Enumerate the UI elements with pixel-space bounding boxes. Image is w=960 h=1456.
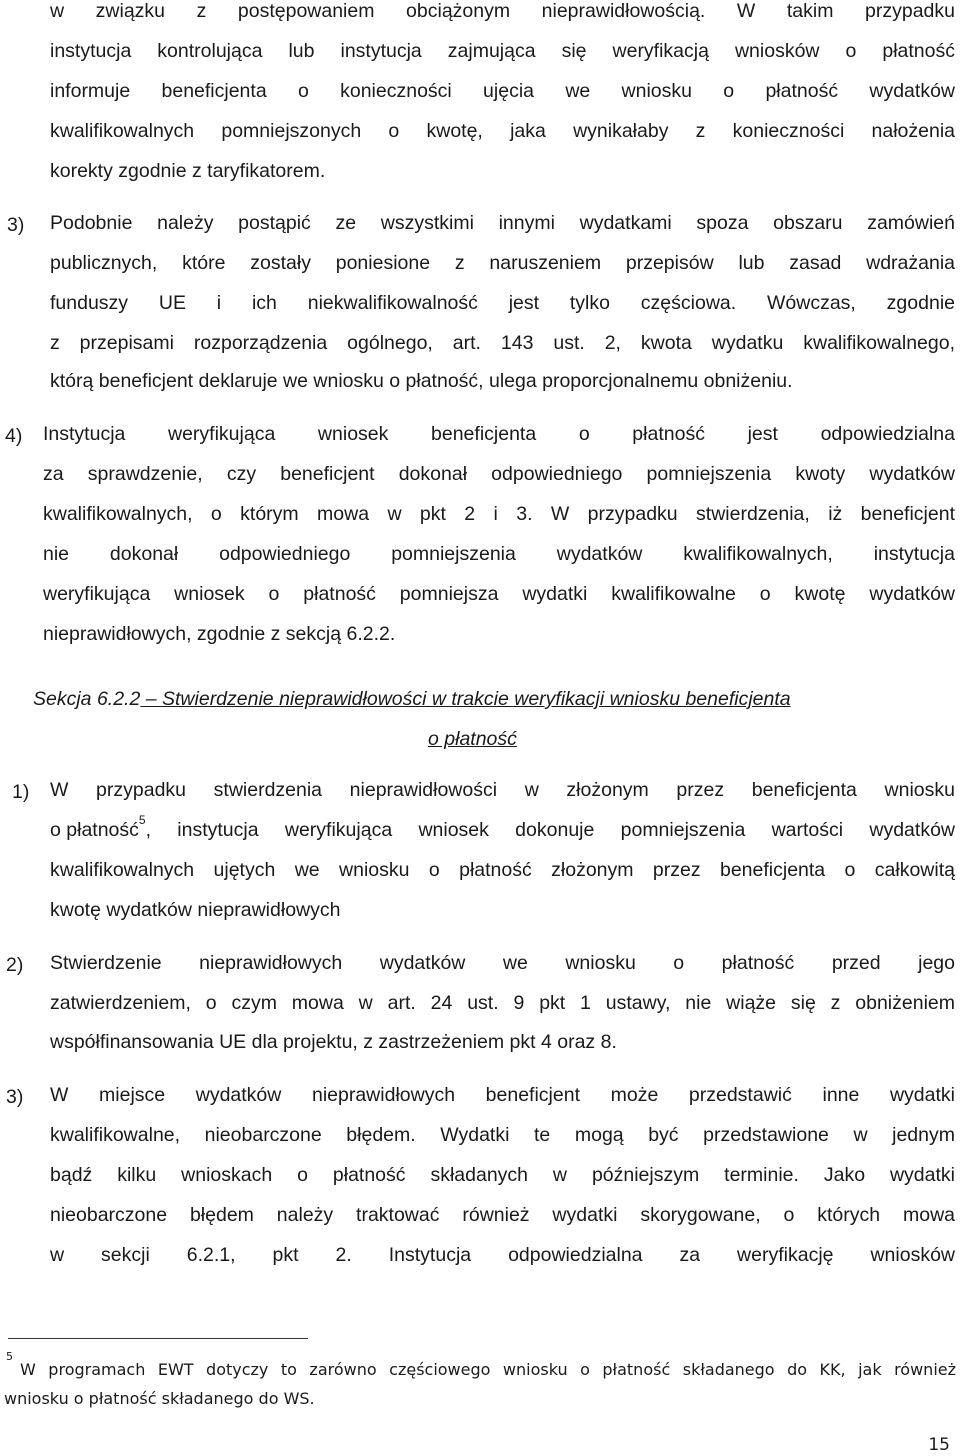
text-line-content: informuje beneficjenta o konieczności ujęcia we wniosku o płatność wydatków [50, 80, 955, 102]
section-heading-line2 [428, 730, 517, 750]
text-line [50, 1033, 617, 1053]
text-line-content: nieprawidłowych, zgodnie z sekcją 6.2.2. [43, 623, 396, 645]
text-line-content: funduszy UE i ich niekwalifikowalność jest tylko częściowa. Wówczas, zgodnie [50, 292, 955, 314]
text-line [50, 294, 955, 314]
text-line-content: kwalifikowalnych ujętych we wniosku o płatność złożonym przez beneficjenta o całkowitą [50, 859, 955, 881]
text-line [50, 254, 955, 274]
text-line-content: nie dokonał odpowiedniego pomniejszenia wydatków kwalifikowalnych, instytucja [43, 543, 955, 565]
text-line-content: współfinansowania UE dla projektu, z zastrzeżeniem pkt 4 oraz 8. [50, 1031, 617, 1053]
text-line-content: kwotę wydatków nieprawidłowych [50, 899, 341, 921]
text-line [43, 465, 955, 485]
text-line [43, 585, 955, 605]
text-line-content: Podobnie należy postąpić ze wszystkimi innymi wydatkami spoza obszaru zamówień [50, 212, 955, 234]
text-line-content: którą beneficjent deklaruje we wniosku o płatność, ulega proporcjonalnemu obniżeniu. [50, 370, 793, 392]
text-line [50, 372, 793, 392]
text-line-content: kwalifikowalnych pomniejszonych o kwotę, jaka wynikałaby z konieczności nałożenia [50, 120, 955, 142]
text-line [50, 1126, 955, 1146]
page-number: 15 [928, 1435, 950, 1455]
text-line-content: Stwierdzenie nieprawidłowych wydatków we wniosku o płatność przed jego [50, 952, 955, 974]
footnote-line: wniosku o płatność składanego do WS. [4, 1389, 315, 1408]
text-line-content: W miejsce wydatków nieprawidłowych beneficjent może przedstawić inne wydatki [50, 1084, 955, 1106]
text-line [50, 781, 955, 801]
section-number: Sekcja 6.2.2 [33, 688, 141, 710]
text-line [50, 1086, 955, 1106]
text-line [50, 334, 955, 354]
text-line-content: za sprawdzenie, czy beneficjent dokonał odpowiedniego pomniejszenia kwoty wydatków [43, 463, 955, 485]
text-line [50, 42, 955, 62]
text-line [50, 954, 955, 974]
section-title-part: – Stwierdzenie nieprawidłowości w trakcie weryfikacji wniosku beneficjenta [140, 688, 791, 710]
text-line-content: w związku z postępowaniem obciążonym nieprawidłowością. W takim przypadku [50, 0, 955, 22]
text-line [50, 901, 340, 921]
text-line [43, 625, 395, 645]
list-number: 3) [7, 214, 25, 236]
text-line [43, 545, 955, 565]
text-line [50, 994, 955, 1014]
text-line [50, 1246, 955, 1266]
footnote-line: W programach EWT dotyczy to zarówno częściowego wniosku o płatność składanego do KK, jak również [20, 1360, 956, 1379]
text-line-content: kwalifikowalne, nieobarczone błędem. Wydatki te mogą być przedstawione w jednym [50, 1124, 955, 1146]
text-line-content: W przypadku stwierdzenia nieprawidłowości w złożonym przez beneficjenta wniosku [50, 779, 955, 801]
text-line-content: w sekcji 6.2.1, pkt 2. Instytucja odpowiedzialna za weryfikację wniosków [50, 1244, 955, 1266]
text-line-content: o płatność [50, 819, 139, 841]
text-line [50, 214, 955, 234]
text-line [50, 1206, 955, 1226]
text-line-content: korekty zgodnie z taryfikatorem. [50, 160, 326, 182]
text-line-content: bądź kilku wnioskach o płatność składanych w późniejszym terminie. Jako wydatki [50, 1164, 955, 1186]
section-title-part: o płatność [428, 728, 517, 750]
text-line [50, 2, 955, 22]
text-line-content: z przepisami rozporządzenia ogólnego, art. 143 ust. 2, kwota wydatku kwalifikowalnego, [50, 332, 955, 354]
text-line [50, 122, 955, 142]
list-number: 3) [6, 1086, 24, 1108]
text-line [43, 505, 955, 525]
text-line-content: weryfikująca wniosek o płatność pomniejsza wydatki kwalifikowalne o kwotę wydatków [43, 583, 955, 605]
list-number: 4) [5, 425, 23, 447]
text-line-content: publicznych, które zostały poniesione z naruszeniem przepisów lub zasad wdrażania [50, 252, 955, 274]
list-number: 1) [12, 781, 30, 803]
footnote-marker: 5 [6, 1350, 13, 1363]
text-line-content: , instytucja weryfikująca wniosek dokonuje pomniejszenia wartości wydatków [145, 819, 955, 841]
text-line-content: instytucja kontrolująca lub instytucja zajmująca się weryfikacją wniosków o płatność [50, 40, 955, 62]
text-line [50, 861, 955, 881]
text-line-content: zatwierdzeniem, o czym mowa w art. 24 ust. 9 pkt 1 ustawy, nie wiąże się z obniżeniem [50, 992, 955, 1014]
footnote-ref: 5 [138, 813, 146, 827]
text-line [50, 1166, 955, 1186]
text-line-content: Instytucja weryfikująca wniosek beneficjenta o płatność jest odpowiedzialna [43, 423, 955, 445]
list-number: 2) [6, 954, 24, 976]
footnote-separator [8, 1338, 308, 1339]
text-line [43, 425, 955, 445]
text-line [50, 813, 955, 841]
text-line-content: kwalifikowalnych, o którym mowa w pkt 2 i 3. W przypadku stwierdzenia, iż beneficjent [43, 503, 955, 525]
text-line-content: nieobarczone błędem należy traktować również wydatki skorygowane, o których mowa [50, 1204, 955, 1226]
text-line [50, 82, 955, 102]
text-line [50, 162, 325, 182]
section-heading-line1 [33, 690, 791, 710]
